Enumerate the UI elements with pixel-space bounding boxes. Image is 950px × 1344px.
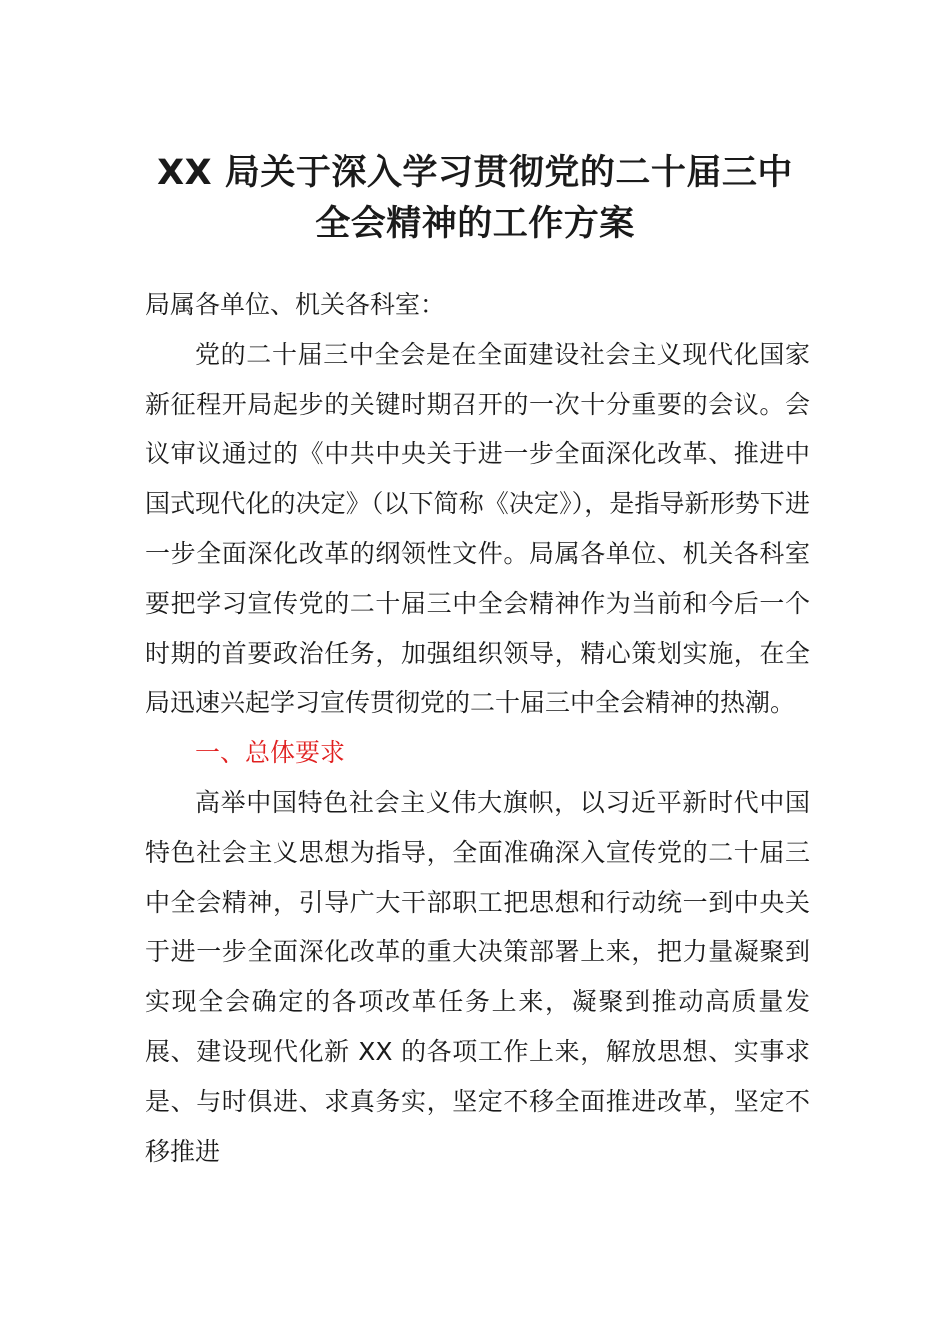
paragraph-general-requirements: 高举中国特色社会主义伟大旗帜，以习近平新时代中国特色社会主义思想为指导，全面准确深入宣传党的二十届三中全会精神，引导广大干部职工把思想和行动统一到中央关于进一步全面深化改革的重大决策部署上来，把力量凝聚到实现全会确定的各项改革任务上来，凝聚到推动高质量发展、建设现代化新 XX 的各项工作上来，解放思想、实事求是、与时俱进、求真务实，坚定不移全面推进改革，坚定不移推进	[145, 787, 810, 1166]
salutation: 局属各单位、机关各科室：	[145, 290, 446, 319]
section-heading-general-requirements: 一、总体要求	[195, 738, 346, 768]
document-body	[145, 280, 810, 1176]
paragraph-intro: 党的二十届三中全会是在全面建设社会主义现代化国家新征程开局起步的关键时期召开的一次十分重要的会议。会议审议通过的《中共中央关于进一步全面深化改革、推进中国式现代化的决定》（以下简称《决定》），是指导新形势下进一步全面深化改革的纲领性文件。局属各单位、机关各科室要把学习宣传党的二十届三中全会精神作为当前和今后一个时期的首要政治任务，加强组织领导，精心策划实施，在全局迅速兴起学习宣传贯彻党的二十届三中全会精神的热潮。	[145, 339, 810, 718]
document-title: XX 局关于深入学习贯彻党的二十届三中全会精神的工作方案	[157, 153, 793, 244]
